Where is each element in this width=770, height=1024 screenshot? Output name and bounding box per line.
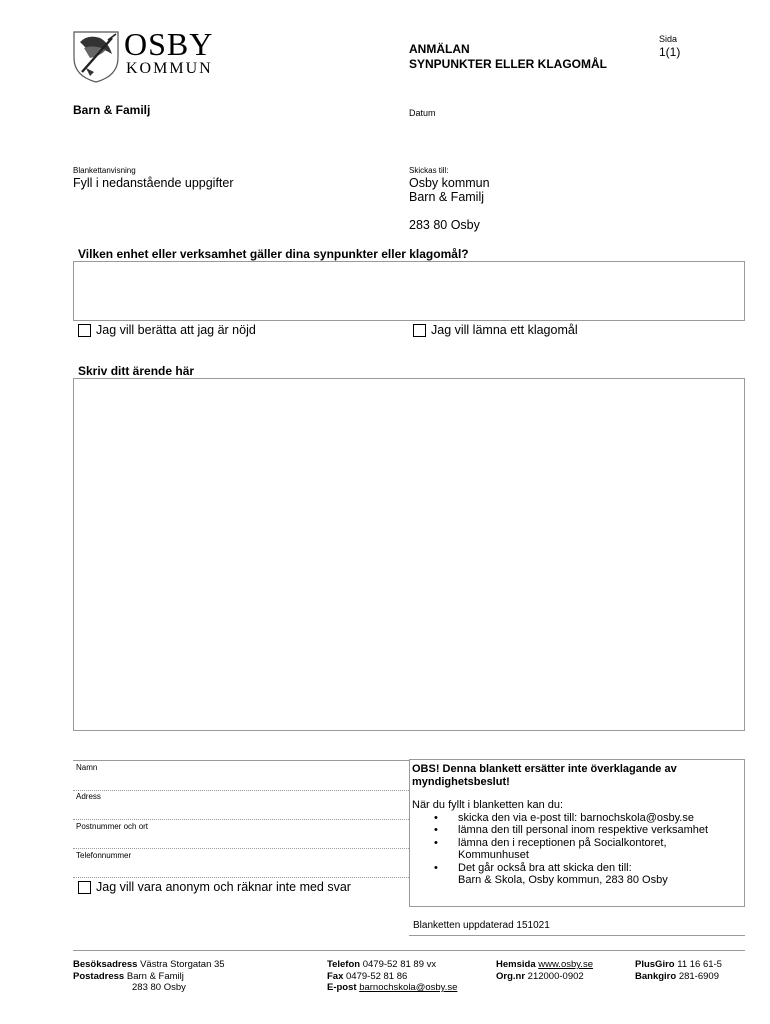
matter-textarea[interactable] — [73, 378, 745, 731]
footer-divider — [73, 950, 745, 951]
visit-label: Besöksadress — [73, 959, 138, 970]
complaint-label: Jag vill lämna ett klagomål — [431, 323, 578, 337]
phone-footer-label: Telefon — [327, 959, 361, 970]
list-item — [412, 824, 744, 836]
logo-wordmark: OSBY — [124, 26, 214, 62]
unit-question-heading: Vilken enhet eller verksamhet gäller dina synpunkter eller klagomål? — [78, 247, 469, 261]
bankgiro-value: 281-6909 — [678, 970, 719, 982]
updated-text: Blanketten uppdaterad 151021 — [413, 920, 550, 931]
bankgiro-label: Bankgiro — [635, 970, 677, 982]
logo-subtitle: KOMMUN — [126, 60, 213, 77]
postal-address-label: Postadress — [73, 970, 125, 982]
anonymous-checkbox[interactable] — [78, 881, 91, 894]
name-label: Namn — [76, 763, 98, 772]
unit-input-box[interactable] — [73, 261, 745, 321]
footer-giro — [635, 959, 722, 982]
list-item — [412, 862, 744, 874]
postal-address-value: Barn & Familj — [126, 970, 184, 982]
postal-field[interactable] — [73, 820, 409, 848]
address-label: Adress — [76, 792, 101, 801]
obs-item-text: lämna den till personal inom respektive verksamhet — [458, 824, 709, 837]
footer-web — [496, 959, 593, 982]
satisfied-checkbox[interactable] — [78, 324, 91, 337]
obs-intro: När du fyllt i blanketten kan du: — [412, 799, 564, 811]
address-field[interactable] — [73, 791, 409, 819]
page-label: Sida — [659, 34, 678, 44]
obs-item-text: Kommunhuset — [458, 849, 529, 862]
instructions-label: Blankettanvisning — [73, 166, 136, 175]
web-label: Hemsida — [496, 959, 536, 970]
form-title-line2: SYNPUNKTER ELLER KLAGOMÅL — [409, 57, 607, 71]
list-item-continuation — [412, 849, 744, 861]
postal-city: 283 80 Osby — [132, 982, 186, 993]
anonymous-label: Jag vill vara anonym och räknar inte med svar — [96, 880, 351, 894]
email-label: E-post — [327, 982, 357, 993]
bullet-icon: • — [434, 824, 438, 837]
name-field[interactable] — [73, 761, 409, 790]
form-title-line1: ANMÄLAN — [409, 42, 470, 56]
send-to-line1: Osby kommun — [409, 176, 490, 190]
footer-address — [73, 959, 225, 994]
obs-item-text: Det går också bra att skicka den till: — [458, 861, 632, 874]
send-to-label: Skickas till: — [409, 166, 449, 175]
phone-label: Telefonnummer — [76, 851, 132, 860]
org-value: 212000-0902 — [527, 970, 584, 982]
send-to-line2: Barn & Familj — [409, 190, 485, 204]
plusgiro-value: 11 16 61-5 — [677, 959, 722, 970]
obs-heading-line1: OBS! Denna blankett ersätter inte överklagande av — [412, 763, 677, 775]
visit-value: Västra Storgatan 35 — [140, 959, 225, 970]
postal-label: Postnummer och ort — [76, 822, 149, 831]
osby-coat-of-arms-icon — [70, 28, 122, 84]
org-label: Org.nr — [496, 970, 526, 982]
obs-list — [412, 812, 744, 886]
satisfied-label: Jag vill berätta att jag är nöjd — [96, 323, 256, 337]
field-divider — [73, 877, 409, 878]
obs-item-text: lämna den i receptionen på Socialkontoret, — [458, 836, 667, 849]
updated-note — [409, 920, 745, 936]
fax-value: 0479-52 81 86 — [346, 970, 408, 982]
contact-fields — [73, 760, 409, 878]
list-item — [412, 837, 744, 849]
send-to-line3: 283 80 Osby — [409, 218, 480, 232]
fax-label: Fax — [327, 970, 344, 982]
obs-item-text: skicka den via e-post till: barnochskola@osby.se — [458, 812, 694, 824]
bullet-icon: • — [434, 812, 438, 824]
matter-heading: Skriv ditt ärende här — [78, 364, 195, 378]
complaint-checkbox[interactable] — [413, 324, 426, 337]
complaint-option[interactable] — [413, 323, 578, 337]
anonymous-option[interactable] — [78, 880, 351, 894]
satisfied-option[interactable] — [78, 323, 256, 337]
bullet-icon: • — [434, 836, 438, 849]
list-item — [412, 812, 744, 824]
email-link[interactable]: barnochskola@osby.se — [359, 982, 458, 993]
date-label: Datum — [409, 108, 436, 118]
web-link[interactable]: www.osby.se — [538, 959, 593, 970]
list-item-continuation — [412, 874, 744, 886]
obs-box — [409, 759, 745, 907]
plusgiro-label: PlusGiro — [635, 959, 675, 970]
bullet-icon: • — [434, 861, 438, 874]
obs-item-text: Barn & Skola, Osby kommun, 283 80 Osby — [458, 874, 668, 887]
phone-footer-value: 0479-52 81 89 vx — [362, 959, 437, 970]
department-name: Barn & Familj — [73, 103, 151, 117]
page-number: 1(1) — [659, 45, 681, 59]
footer-contact — [327, 959, 457, 994]
phone-field[interactable] — [73, 849, 409, 877]
obs-heading-line2: myndighetsbeslut! — [412, 776, 510, 788]
instructions-text: Fyll i nedanstående uppgifter — [73, 176, 234, 190]
